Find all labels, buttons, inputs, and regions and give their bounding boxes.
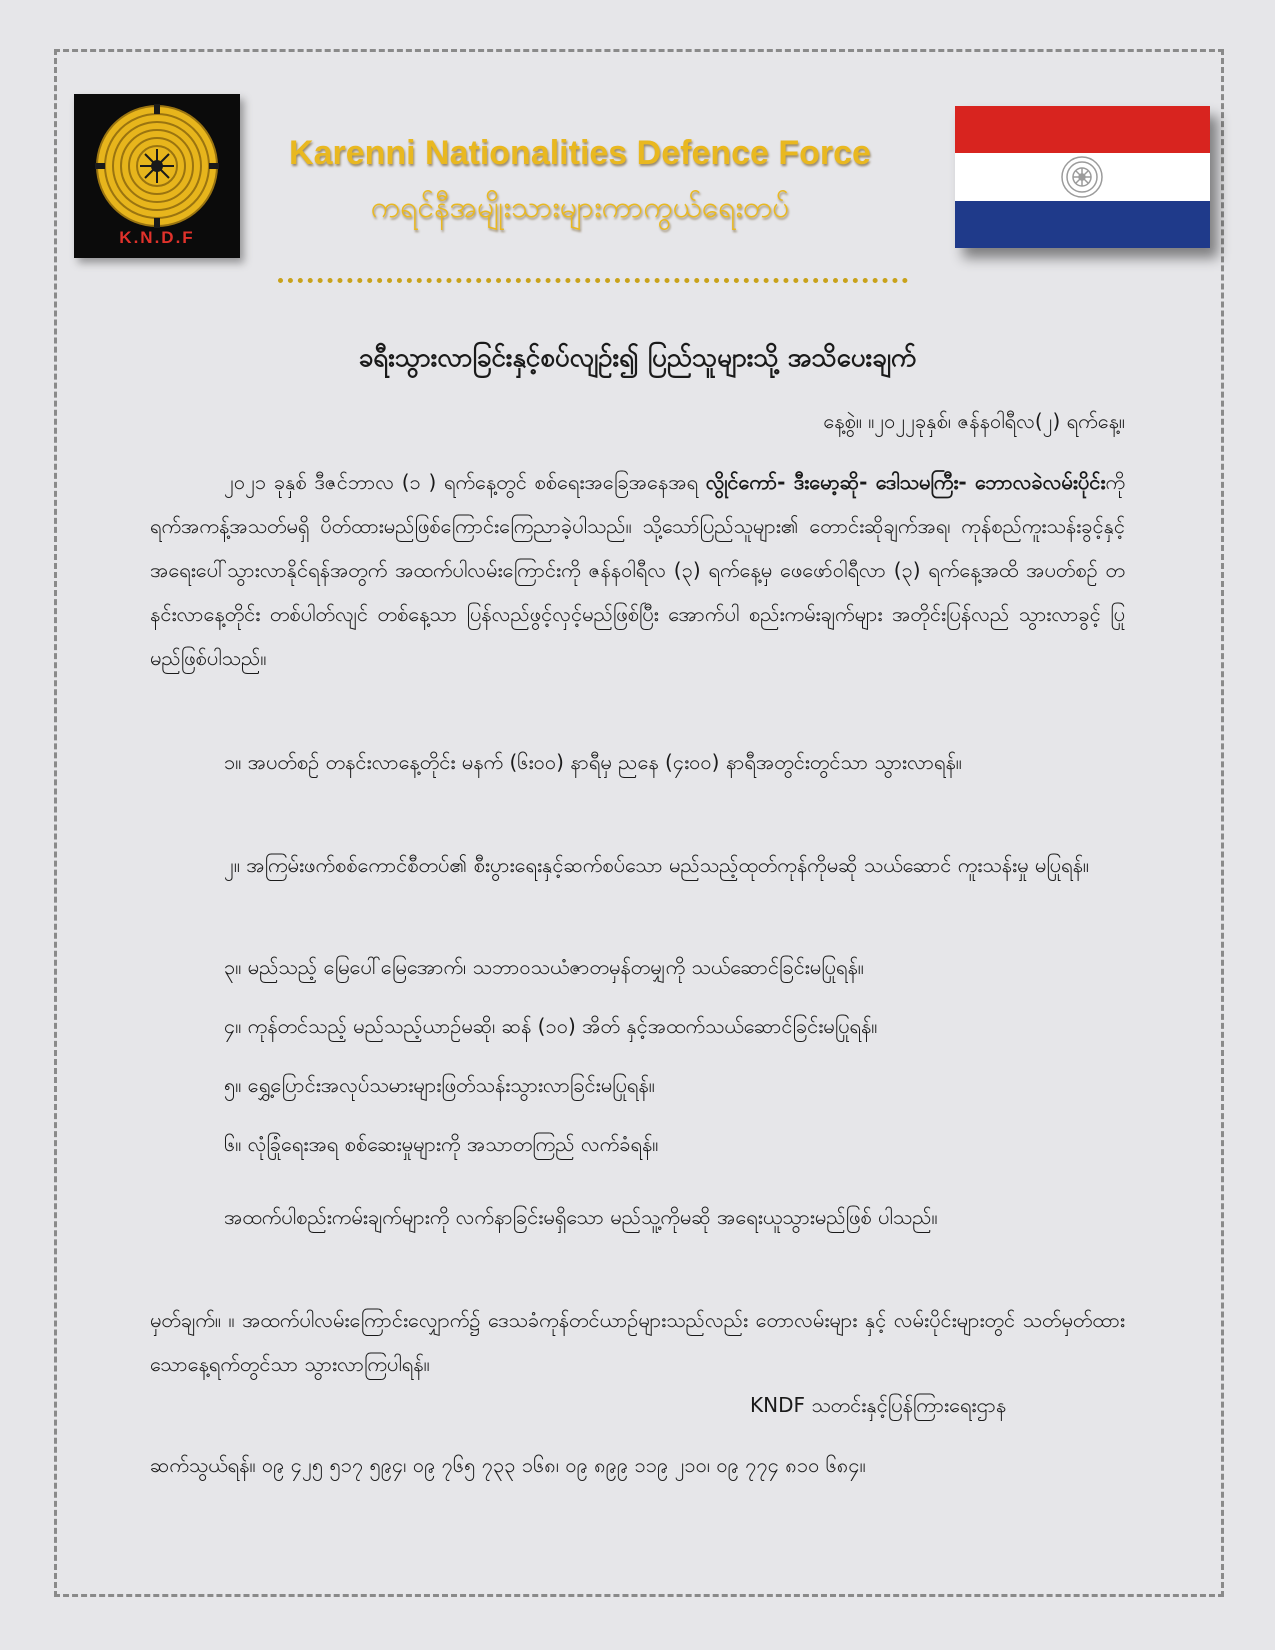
kndf-logo xyxy=(74,94,240,258)
org-name-burmese: ကရင်နီအမျိုးသားများကာကွယ်ရေးတပ် xyxy=(370,190,790,225)
intro-text-part2: ကို ရက်အကန့်အသတ်မရှိ ပိတ်ထားမည်ဖြစ်ကြောင်းကြေညာခဲ့ပါသည်။ သို့သော်ပြည်သူများ၏ တောင်းဆိုချက်အရ၊ ကုန်စည်ကူးသန်းခွင့်နှင့် အရေးပေါ်သွားလာနိုင်ရန်အတွက် အထက်ပါလမ်းကြောင်းကို ဇန်နဝါရီလ (၃) ရက်နေ့မှ ဖေဖော်ဝါရီလာ (၃) ရက်နေ့အထိ အပတ်စဥ် တနင်းလာနေ့တိုင်း တစ်ပါတ်လျင် တစ်နေ့သာ ပြန်လည်ဖွင့်လှင့်မည်ဖြစ်ပြီး အောက်ပါ စည်းကမ်းချက်များ အတိုင်းပြန်လည် သွားလာခွင့် ပြုမည်ဖြစ်ပါသည်။ xyxy=(150,470,1126,670)
rule-item-4: ၄။ ကုန်တင်သည့် မည်သည့်ယာဥ်မဆို၊ ဆန် (၁၀) အိတ် နှင့်အထက်သယ်ဆောင်ခြင်းမပြုရန်။ xyxy=(224,1014,878,1038)
contact-numbers: ဆက်သွယ်ရန်။ ၀၉ ၄၂၅ ၅၁၇ ၅၉၄၊ ၀၉ ၇၆၅ ၇၃၃ ၁၆၈၊ ၀၉ ၈၉၉ ၁၁၉ ၂၁၀၊ ၀၉ ၇၇၄ ၈၁၀ ၆၈၄။ xyxy=(150,1453,866,1477)
intro-text-part1: ၂၀၂၁ ခုနှစ် ဒီဇင်ဘာလ (၁ ) ရက်နေ့တွင် စစ်ရေးအခြေအနေအရ xyxy=(224,470,706,494)
note-paragraph: မှတ်ချက်။ ။ အထက်ပါလမ်းကြောင်းလျှောက်၌ ဒေသခံကုန်တင်ယာဥ်များသည်လည်း တောလမ်းများ နှင့် လမ်းပိုင်းများတွင် သတ်မှတ်ထားသောနေ့ရက်တွင်သာ သွားလာကြပါရန်။ xyxy=(150,1308,1125,1376)
rule-item-1: ၁။ အပတ်စဥ် တနင်းလာနေ့တိုင်း မနက် (၆း၀၀) နာရီမှ ညနေ (၄း၀၀) နာရီအတွင်းတွင်သာ သွားလာရန်။ xyxy=(224,750,962,774)
flag-blue-stripe xyxy=(955,201,1210,248)
signer: KNDF သတင်းနှင့်ပြန်ကြားရေးဌာန xyxy=(750,1393,1007,1417)
intro-paragraph xyxy=(150,460,1125,680)
document-date: နေ့စွဲ။ ။၂၀၂၂ခုနှစ်၊ ဇန်နဝါရီလ(၂) ရက်နေ့။ xyxy=(823,409,1125,433)
flag-wheel-icon xyxy=(1058,153,1106,201)
intro-bold-routes: လွိုင်ကော်- ဒီးမော့ဆို- ဒေါသမကြီး- ဘောလခဲလမ်းပိုင်း xyxy=(705,470,1106,494)
document-title: ခရီးသွားလာခြင်းနှင့်စပ်လျဥ်း၍ ပြည်သူများသို့ အသိပေးချက် xyxy=(358,343,917,373)
flag-red-stripe xyxy=(955,106,1210,153)
dotted-divider xyxy=(278,278,908,283)
karenni-flag xyxy=(955,106,1210,248)
rule-item-2: ၂။ အကြမ်းဖက်စစ်ကောင်စီတပ်၏ စီးပွားရေးနှင့်ဆက်စပ်သော မည်သည့်ထုတ်ကုန်ကိုမဆို သယ်ဆောင် ကူးသန်းမှု မပြုရန်။ xyxy=(224,853,1089,877)
rule-item-6: ၆။ လုံခြုံရေးအရ စစ်ဆေးမှုများကို အသာတကြည် လက်ခံရန်။ xyxy=(224,1132,659,1156)
rule-item-3: ၃။ မည်သည့် မြေပေါ်မြေအောက်၊ သဘာဝသယံဇာတမှန်တမျှကို သယ်ဆောင်ခြင်းမပြုရန်။ xyxy=(224,955,864,979)
closing-paragraph: အထက်ပါစည်းကမ်းချက်များကို လက်နာခြင်းမရှိသော မည်သူ့ကိုမဆို အရေးယူသွားမည်ဖြစ် ပါသည်။ xyxy=(224,1205,938,1229)
org-name-english: Karenni Nationalities Defence Force xyxy=(289,134,871,172)
logo-text: K.N.D.F xyxy=(119,228,195,247)
rule-item-5: ၅။ ရွှေ့ပြောင်းအလုပ်သမားများဖြတ်သန်းသွားလာခြင်းမပြုရန်။ xyxy=(224,1073,655,1097)
